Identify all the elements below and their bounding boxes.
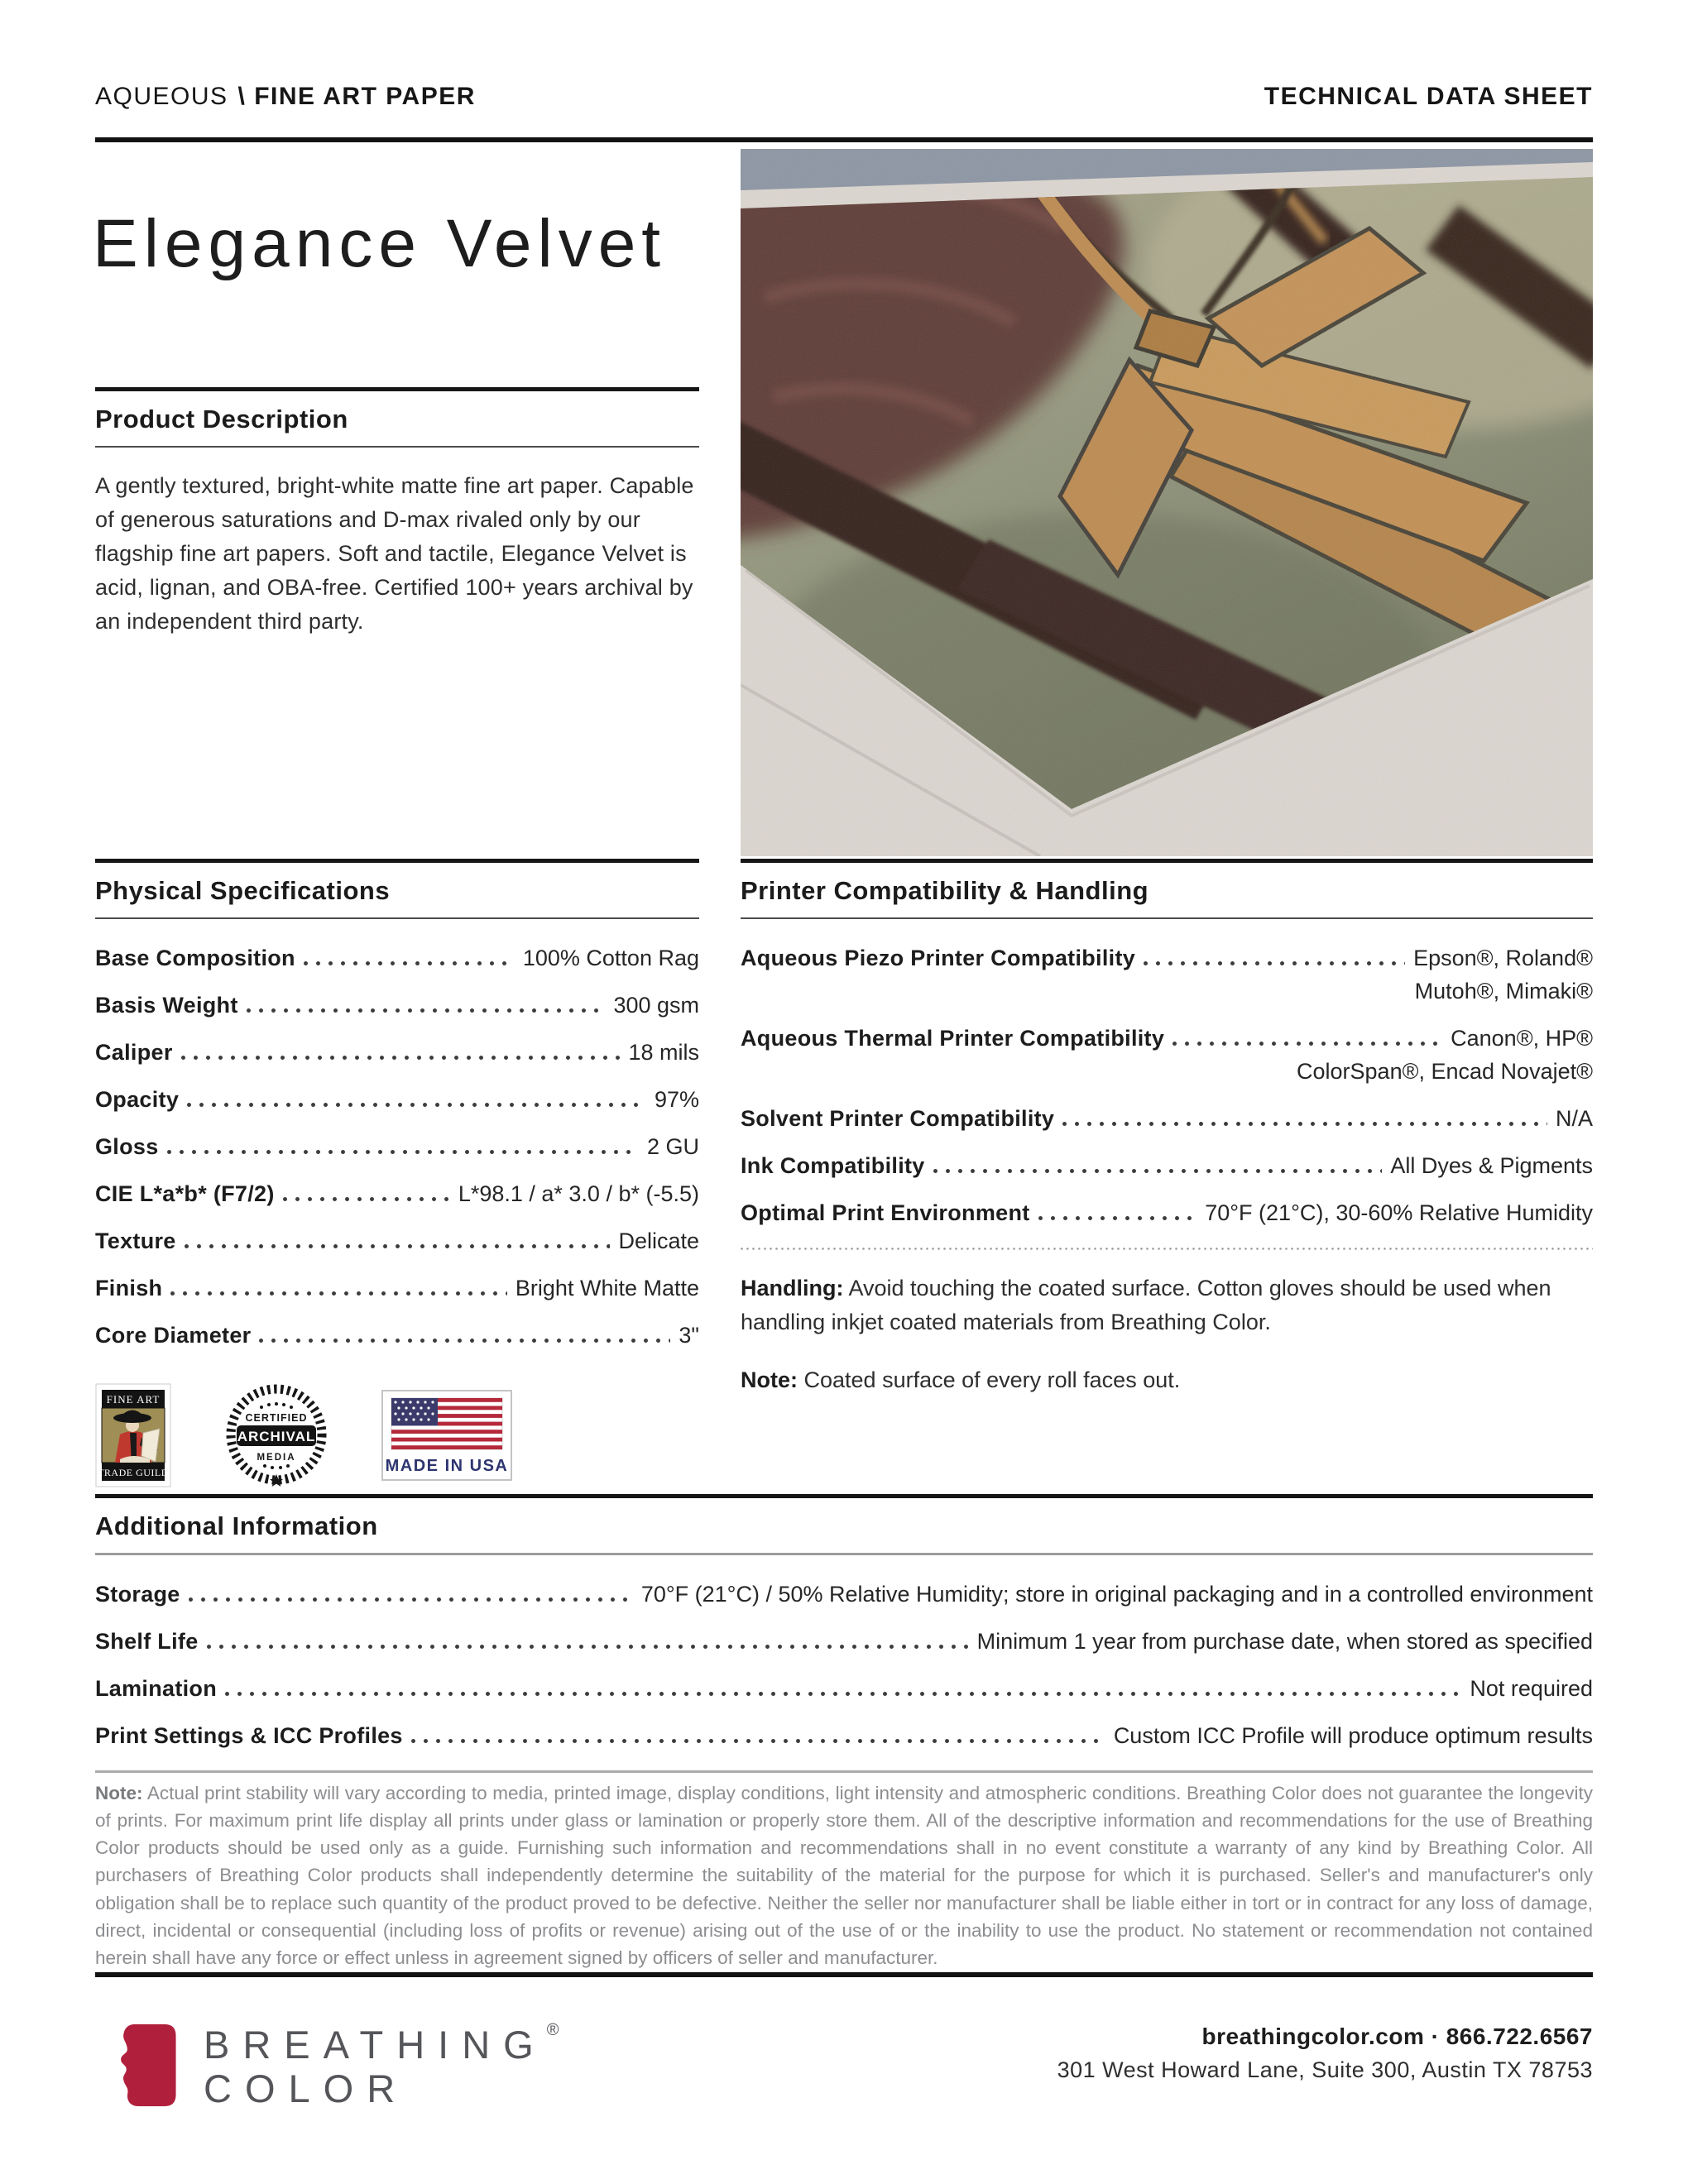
spec-row [95, 1323, 699, 1348]
spec-label: Optimal Print Environment [741, 1200, 1030, 1225]
printer-compatibility-section [741, 859, 1593, 1422]
product-description-section [95, 387, 699, 639]
header-category [95, 83, 476, 111]
spec-label: Lamination [95, 1676, 218, 1701]
dotted-leader [247, 1008, 606, 1013]
spec-value: 70°F (21°C), 30-60% Relative Humidity [1205, 1200, 1593, 1225]
spec-row [95, 1228, 699, 1254]
spec-row [95, 1181, 699, 1207]
spec-value: Canon®, HP® [1451, 1026, 1593, 1051]
spec-row [95, 1723, 1593, 1749]
dotted-leader [933, 1169, 1383, 1173]
spec-value: 3" [679, 1323, 699, 1348]
spec-value: Delicate [618, 1228, 699, 1253]
product-description-text: A gently textured, bright-white matte fine art paper. Capable of generous saturations and D-max rivaled only by our flagship fine art papers. Soft and tactile, Elegance Velvet is acid, lignan, and OBA-free. Certified 100+ years archival by an independent third party. [95, 473, 694, 635]
spec-row [95, 1087, 699, 1113]
spec-row [95, 1676, 1593, 1702]
printer-compatibility-heading: Printer Compatibility & Handling [741, 863, 1593, 919]
fine-print-text: Actual print stability will vary according to media, printed image, display conditions, light intensity and atmospheric conditions. Breathing Color does not guarantee the longevity of prints. For maximum print life display all prints under glass or lamination or properly store them. All of the descriptive information and recommendations for the use of Breathing Color products should be used only as a guide. Furnishing such information and recommendations shall in no event constitute a warranty of any kind by Breathing Color. All purchasers of Breathing Color products shall independently determine the suitability of the material for the purpose for which it is purchased. Seller's and manufacturer's only obligation shall be to replace such quantity of the product proved to be defective. Neither the seller nor manufacturer shall be liable either in tort or in contract for any loss of damage, direct, incidental or consequential (including loss of profits or revenue) arising out of the use of or the inability to use the product. No statement or recommendation not contained herein shall have any force or effect unless in agreement signed by officers of seller and manufacturer. [95, 1782, 1593, 1969]
spec-row-group [741, 1026, 1593, 1085]
brand-breathing: BREATHING [204, 2022, 547, 2067]
spec-label: Solvent Printer Compatibility [741, 1106, 1055, 1131]
guild-bottom-label: TRADE GUILD [98, 1467, 169, 1478]
dotted-leader [1038, 1216, 1197, 1220]
spec-value: L*98.1 / a* 3.0 / b* (-5.5) [458, 1181, 699, 1206]
note-label: Note: [741, 1367, 798, 1392]
spec-row [95, 1134, 699, 1160]
spec-label: Print Settings & ICC Profiles [95, 1723, 403, 1748]
spec-value: Not required [1470, 1676, 1593, 1701]
physical-specifications-heading: Physical Specifications [95, 863, 699, 919]
header-doc-type: TECHNICAL DATA SHEET [1264, 83, 1593, 110]
dotted-leader [411, 1739, 1105, 1743]
header-category-light: AQUEOUS [95, 83, 228, 110]
footer-rule [95, 1972, 1593, 1977]
dotted-leader [170, 1291, 507, 1296]
certified-archival-media-seal [223, 1382, 330, 1489]
additional-information-heading: Additional Information [95, 1498, 1593, 1555]
spec-value: 97% [654, 1087, 699, 1112]
fine-print-label: Note: [95, 1782, 143, 1803]
handling-label: Handling: [741, 1276, 844, 1300]
spec-row [95, 993, 699, 1018]
dotted-leader [189, 1597, 633, 1602]
dotted-leader [1144, 961, 1405, 965]
dotted-leader [187, 1103, 646, 1107]
header-rule [95, 137, 1593, 142]
spec-value-line2: ColorSpan®, Encad Novajet® [1297, 1059, 1593, 1084]
roll-note [741, 1363, 1593, 1397]
paper-grain-texture [741, 149, 1593, 856]
handling-note [741, 1272, 1593, 1339]
spec-label: Ink Compatibility [741, 1153, 925, 1178]
physical-specifications-section [95, 859, 699, 1489]
spec-label: Aqueous Thermal Printer Compatibility [741, 1026, 1165, 1051]
spec-row [95, 946, 699, 971]
spec-value: N/A [1555, 1106, 1593, 1131]
dotted-leader [1172, 1042, 1442, 1046]
seal-archival-label: ARCHIVAL [237, 1429, 316, 1444]
spec-row [741, 1200, 1593, 1226]
spec-label: Storage [95, 1582, 180, 1607]
spec-row [741, 1106, 1593, 1132]
breathing-color-logo [98, 1995, 559, 2136]
additional-information-section [95, 1494, 1593, 1773]
paper-print-closeup-photo [741, 149, 1593, 856]
product-description-heading: Product Description [95, 391, 699, 448]
dotted-leader [259, 1339, 670, 1343]
spec-row [95, 1629, 1593, 1655]
dotted-leader [225, 1692, 1461, 1696]
dotted-leader [185, 1244, 611, 1248]
spec-value: All Dyes & Pigments [1390, 1153, 1593, 1178]
gray-divider-rule [95, 1770, 1593, 1773]
spec-label: Aqueous Piezo Printer Compatibility [741, 946, 1136, 970]
fine-art-trade-guild-badge [95, 1383, 171, 1487]
spec-row [95, 1582, 1593, 1607]
physical-spec-rows [95, 946, 699, 1348]
fine-dotted-divider [741, 1248, 1593, 1250]
guild-top-label: FINE ART [106, 1393, 161, 1406]
footer-contact [1057, 2024, 1593, 2083]
spec-row [741, 1153, 1593, 1179]
header-category-bold: \ FINE ART PAPER [237, 83, 476, 110]
brand-line-1 [204, 2021, 559, 2067]
spec-label: Base Composition [95, 946, 295, 970]
spec-label: Opacity [95, 1087, 180, 1112]
seal-certified-label: CERTIFIED [245, 1412, 308, 1424]
spec-label: Basis Weight [95, 993, 238, 1018]
spec-label: Caliper [95, 1040, 173, 1065]
spec-value: Epson®, Roland® [1413, 946, 1593, 970]
spec-value: 70°F (21°C) / 50% Relative Humidity; store in original packaging and in a controlled environment [640, 1582, 1593, 1607]
spec-value: Bright White Matte [515, 1276, 699, 1300]
dotted-leader [207, 1645, 969, 1649]
seal-media-label: MEDIA [257, 1453, 296, 1463]
dotted-leader [167, 1150, 639, 1154]
spec-row [95, 1276, 699, 1301]
spec-value: 18 mils [628, 1040, 699, 1065]
brand-color: COLOR [204, 2066, 409, 2110]
product-photo [741, 149, 1593, 856]
certification-badges [95, 1382, 699, 1489]
note-text: Coated surface of every roll faces out. [798, 1367, 1181, 1392]
spec-value: 300 gsm [613, 993, 699, 1018]
dotted-leader [283, 1197, 450, 1201]
legal-fine-print [95, 1779, 1593, 1972]
spec-value: Custom ICC Profile will produce optimum results [1113, 1723, 1593, 1748]
spec-value: 2 GU [646, 1134, 699, 1159]
spec-row [95, 1040, 699, 1066]
spec-label: Shelf Life [95, 1629, 199, 1654]
breathing-color-face-logo-icon [98, 1995, 179, 2136]
spec-value-line2: Mutoh®, Mimaki® [1414, 979, 1593, 1003]
printer-rows [741, 946, 1593, 1226]
spec-label: Gloss [95, 1134, 159, 1159]
spec-label: Core Diameter [95, 1323, 252, 1348]
dotted-leader [1062, 1122, 1547, 1126]
street-address: 301 West Howard Lane, Suite 300, Austin TX 78753 [1057, 2057, 1593, 2082]
spec-label: CIE L*a*b* (F7/2) [95, 1181, 275, 1206]
made-in-usa-badge [381, 1390, 512, 1481]
dotted-leader [304, 961, 515, 965]
page-header [95, 83, 1593, 111]
page-title: Elegance Velvet [93, 206, 667, 281]
spec-value: Minimum 1 year from purchase date, when stored as specified [976, 1629, 1593, 1654]
dotted-leader [181, 1056, 621, 1060]
spec-label: Finish [95, 1276, 163, 1300]
spec-value: 100% Cotton Rag [522, 946, 699, 970]
spec-label: Texture [95, 1228, 176, 1253]
spec-row-group [741, 946, 1593, 1004]
website-and-phone: breathingcolor.com · 866.722.6567 [1201, 2024, 1593, 2049]
breathing-color-wordmark [204, 2021, 559, 2110]
us-flag [391, 1398, 502, 1449]
made-in-usa-label: MADE IN USA [385, 1457, 509, 1475]
registered-mark: ® [546, 2020, 559, 2039]
handling-text: Avoid touching the coated surface. Cotton gloves should be used when handling inkjet coated materials from Breathing Color. [741, 1276, 1551, 1334]
additional-rows [95, 1582, 1593, 1749]
